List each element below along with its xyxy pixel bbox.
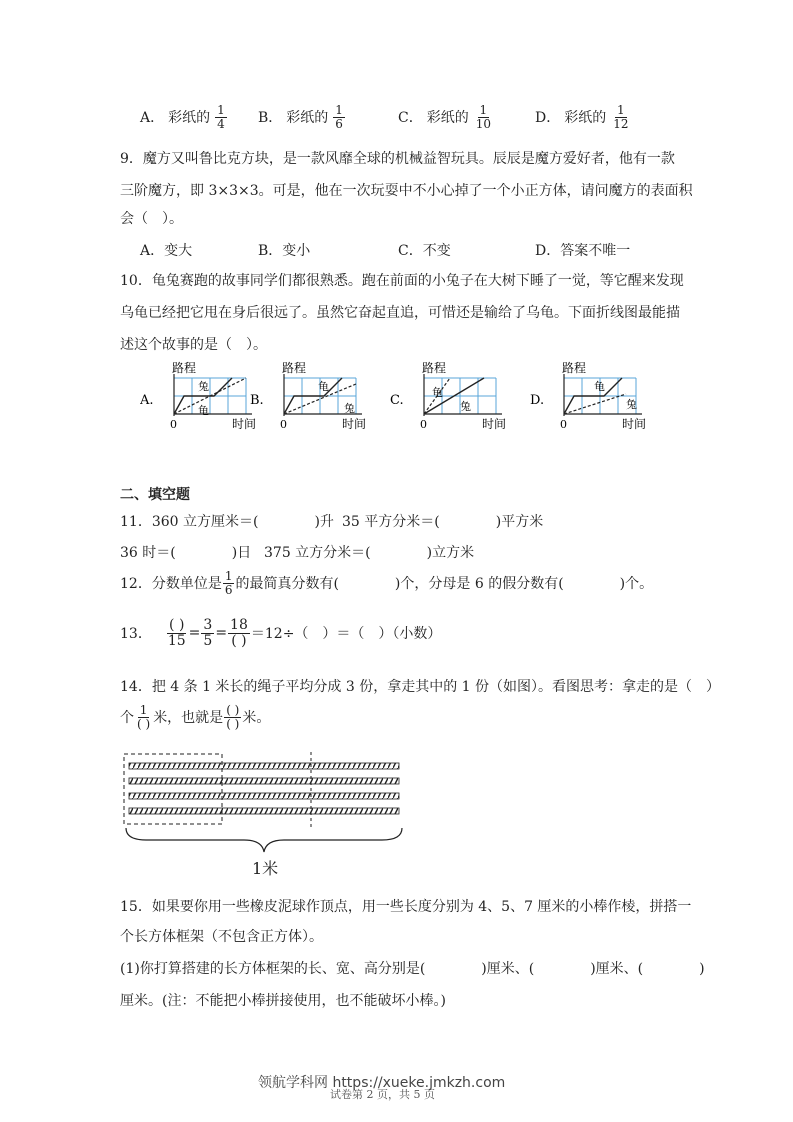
origin-label: 0 <box>420 418 427 431</box>
q10-line-1: 10．龟兔赛跑的故事同学们都很熟悉。跑在前面的小兔子在大树下睡了一觉，等它醒来发现 <box>120 273 684 289</box>
graph-x-label: 时间 <box>622 417 647 431</box>
q14-line-1: 14．把 4 条 1 米长的绳子平均分成 3 份，拿走其中的 1 份（如图）。看图思考：拿走的是（ ） <box>120 679 721 695</box>
numerator: 1 <box>217 103 225 117</box>
option-letter: B． <box>258 110 283 127</box>
q9-line-2: 三阶魔方，即 3×3×3。可是，他在一次玩耍中不小心掉了一个小正方体，请问魔方的表面积 <box>120 183 693 199</box>
denominator: ( ) <box>231 632 247 649</box>
numerator: 1 <box>224 569 233 583</box>
series-label-bottom: 龟 <box>198 404 209 417</box>
q9-line-3: 会（ ）。 <box>120 211 183 227</box>
q12 <box>120 570 653 596</box>
option-letter: D． <box>535 110 561 127</box>
fraction <box>474 104 493 130</box>
q13-tail: ＝12÷（ ）＝（ ）（小数） <box>250 626 442 643</box>
q8-option-c <box>398 104 494 130</box>
fraction <box>215 104 227 130</box>
fraction <box>166 618 188 648</box>
rope-2 <box>129 778 399 784</box>
denominator: 12 <box>613 116 629 131</box>
numerator: 3 <box>203 617 213 633</box>
q11-part-a: 11．360 立方厘米＝( )升 <box>120 514 334 530</box>
q13-label: 13． <box>120 626 152 643</box>
rope-1 <box>129 763 399 769</box>
numerator: 1 <box>139 703 148 717</box>
q12-prefix: 12．分数单位是 <box>120 576 222 593</box>
q10-graph <box>250 361 366 431</box>
q9-option-a: A．变大 <box>140 243 193 259</box>
q15-line-3: (1)你打算搭建的长方体框架的长、宽、高分别是( )厘米、( )厘米、( ) <box>120 961 705 977</box>
numerator: 1 <box>617 103 625 117</box>
origin-label: 0 <box>170 418 177 431</box>
equals-sign: = <box>215 625 228 642</box>
denominator: 6 <box>224 582 233 597</box>
graph-y-label: 路程 <box>172 361 197 375</box>
q15-line-2: 个长方体框架（不包含正方体）。 <box>120 929 323 945</box>
q14-line-2 <box>120 704 270 730</box>
q10-graph <box>390 361 506 431</box>
graph-x-label: 时间 <box>232 417 257 431</box>
q13 <box>120 618 441 648</box>
q12-suffix: 的最简真分数有( )个，分母是 6 的假分数有( )个。 <box>235 576 654 593</box>
rope-4 <box>129 808 399 814</box>
q15-line-1: 15．如果要你用一些橡皮泥球作顶点，用一些长度分别为 4、5、7 厘米的小棒作棱，拼搭一 <box>120 899 692 915</box>
q11-part-b: 35 平方分米＝( )平方米 <box>342 514 544 530</box>
equals-sign: = <box>188 625 201 642</box>
denominator: 5 <box>203 632 213 649</box>
q11-part-c: 36 时＝( )日 <box>120 545 252 561</box>
denominator: 6 <box>335 116 343 131</box>
q9-option-d: D．答案不唯一 <box>535 243 631 259</box>
numerator: ( ) <box>226 703 240 717</box>
fraction <box>135 704 152 730</box>
fraction <box>201 618 214 648</box>
fraction <box>224 704 241 730</box>
denominator: ( ) <box>137 716 151 731</box>
graph-x-label: 时间 <box>342 417 367 431</box>
origin-label: 0 <box>560 418 567 431</box>
option-text: 彩纸的 <box>564 110 607 127</box>
fraction <box>611 104 630 130</box>
numerator: 1 <box>335 103 343 117</box>
graph-y-label: 路程 <box>422 361 447 375</box>
graph-x-label: 时间 <box>482 417 507 431</box>
graph-letter: D. <box>530 393 545 408</box>
denominator: 10 <box>475 116 491 131</box>
q10-graphs <box>140 358 680 436</box>
option-text: 彩纸的 <box>426 110 469 127</box>
graph-letter: C. <box>390 393 404 408</box>
q8-option-a <box>140 104 228 130</box>
rope-3 <box>129 793 399 799</box>
q14-middle: 米，也就是 <box>153 710 224 727</box>
graph-y-label: 路程 <box>562 361 587 375</box>
series-label-top: 龟 <box>318 380 329 393</box>
q10-graph <box>140 361 256 431</box>
q14-suffix: 米。 <box>242 710 271 727</box>
series-label-bottom: 兔 <box>344 402 355 415</box>
option-text: 彩纸的 <box>286 110 329 127</box>
brace-label: 1米 <box>252 859 279 878</box>
origin-label: 0 <box>280 418 287 431</box>
series-label-bottom: 兔 <box>626 398 637 411</box>
graph-y-label: 路程 <box>282 361 307 375</box>
q11-part-d: 375 立方分米＝( )立方米 <box>264 545 475 561</box>
fraction <box>223 570 235 596</box>
option-letter: A． <box>140 110 165 127</box>
q8-option-d <box>535 104 632 130</box>
q15-line-4: 厘米。(注：不能把小棒拼接使用，也不能破坏小棒。) <box>120 993 446 1009</box>
denominator: 4 <box>217 116 225 131</box>
q10-line-2: 乌龟已经把它甩在身后很远了。虽然它奋起直追，可惜还是输给了乌龟。下面折线图最能描 <box>120 305 680 321</box>
numerator: 1 <box>479 103 488 117</box>
series-label-top: 龟 <box>594 380 605 393</box>
page-number: 试卷第 2 页，共 5 页 <box>330 1088 435 1101</box>
q9-option-c: C．不变 <box>398 243 451 259</box>
option-text: 彩纸的 <box>168 110 211 127</box>
numerator: 18 <box>230 617 248 633</box>
option-letter: C． <box>398 110 423 127</box>
q10-graph <box>530 361 646 431</box>
brace <box>126 828 402 852</box>
denominator: ( ) <box>226 716 240 731</box>
watermark: 领航学科网 https://xueke.jmkzh.com <box>258 1075 506 1091</box>
fraction <box>333 104 345 130</box>
graph-letter: B. <box>250 393 264 408</box>
q8-option-b <box>258 104 346 130</box>
section-title: 二、填空题 <box>120 487 190 503</box>
series-label-top: 龟 <box>432 386 443 399</box>
q10-line-3: 述这个故事的是（ ）。 <box>120 337 267 353</box>
numerator: ( ) <box>169 617 185 633</box>
q14-prefix: 个 <box>120 710 134 727</box>
series-label-bottom: 兔 <box>460 400 471 413</box>
q9-line-1: 9．魔方又叫鲁比克方块，是一款风靡全球的机械益智玩具。辰辰是魔方爱好者，他有一款 <box>120 151 675 167</box>
fraction <box>228 618 250 648</box>
series-label-top: 兔 <box>198 380 209 393</box>
q9-option-b: B．变小 <box>258 243 311 259</box>
denominator: 15 <box>167 632 186 649</box>
graph-letter: A. <box>140 393 154 408</box>
